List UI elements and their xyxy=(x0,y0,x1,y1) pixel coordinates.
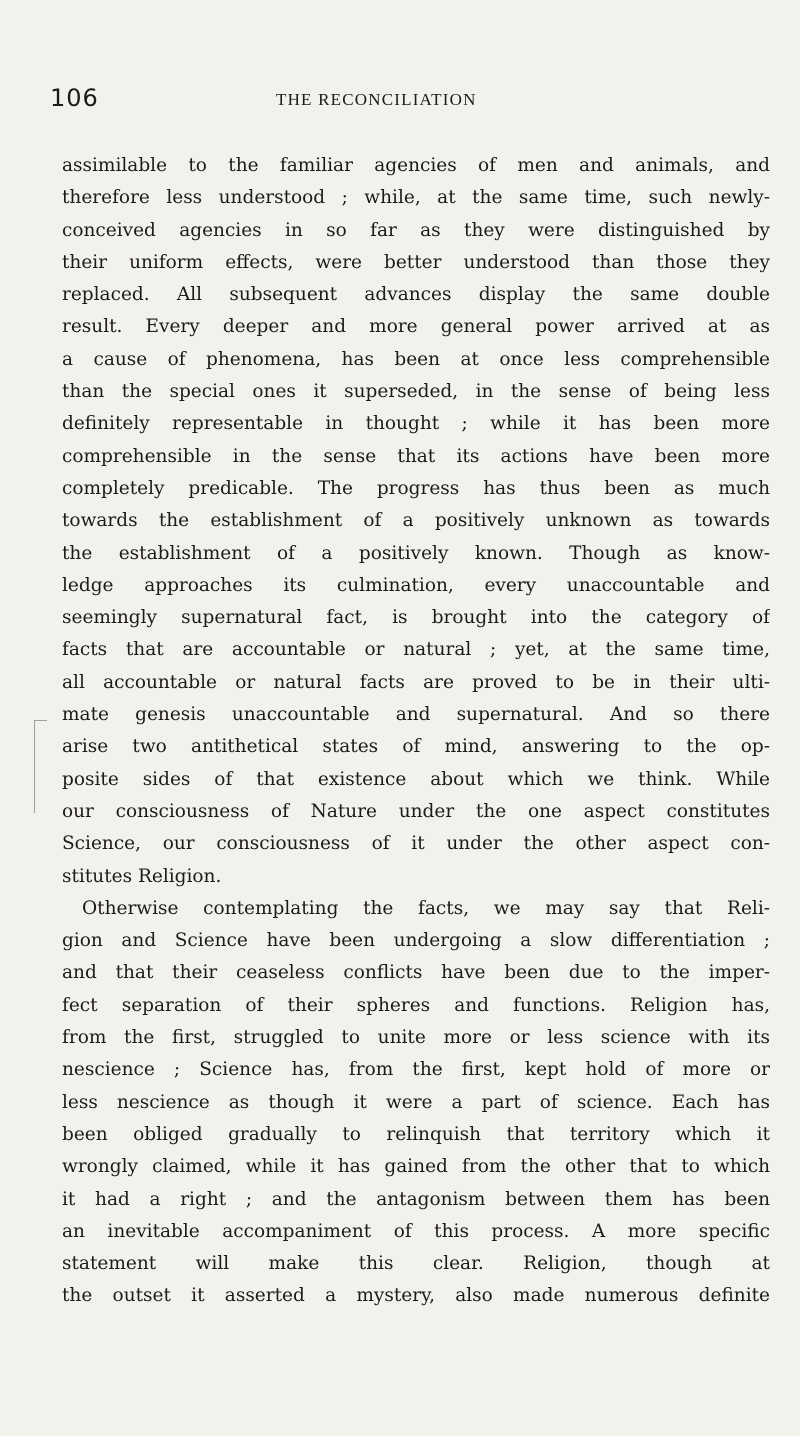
text-line: been obliged gradually to relinquish that territory which it xyxy=(62,1123,770,1145)
text-line: towards the establishment of a positively unknown as towards xyxy=(62,510,770,532)
paragraph-start-line: Otherwise contemplating the facts, we may say that Reli- xyxy=(82,897,770,919)
text-line: fect separation of their spheres and functions. Religion has, xyxy=(62,994,770,1016)
text-line: it had a right ; and the antagonism between them has been xyxy=(62,1188,770,1210)
text-line: facts that are accountable or natural ; yet, at the same time, xyxy=(62,639,770,661)
page-header xyxy=(50,84,770,124)
text-line: mate genesis unaccountable and supernatural. And so there xyxy=(62,704,770,726)
text-line: statement will make this clear. Religion, though at xyxy=(62,1253,770,1275)
text-line: from the first, struggled to unite more or less science with its xyxy=(62,1027,770,1049)
margin-pencil-mark xyxy=(34,720,47,813)
text-line: all accountable or natural facts are proved to be in their ulti- xyxy=(62,671,770,693)
text-line: definitely representable in thought ; while it has been more xyxy=(62,413,770,435)
text-line: the outset it asserted a mystery, also made numerous definite xyxy=(62,1285,770,1307)
text-line: conceived agencies in so far as they were distinguished by xyxy=(62,219,770,241)
text-line: less nescience as though it were a part of science. Each has xyxy=(62,1091,770,1113)
text-line: gion and Science have been undergoing a slow differentiation ; xyxy=(62,930,770,952)
text-line: an inevitable accompaniment of this process. A more specific xyxy=(62,1220,770,1242)
text-line: the establishment of a positively known. Though as know- xyxy=(62,542,770,564)
text-line: a cause of phenomena, has been at once less comprehensible xyxy=(62,348,770,370)
text-line: wrongly claimed, while it has gained from the other that to which xyxy=(62,1156,770,1178)
text-line: comprehensible in the sense that its actions have been more xyxy=(62,445,770,467)
running-head: THE RECONCILIATION xyxy=(276,90,477,109)
text-line: completely predicable. The progress has thus been as much xyxy=(62,477,770,499)
text-line: our consciousness of Nature under the one aspect constitutes xyxy=(62,800,770,822)
text-line: arise two antithetical states of mind, answering to the op- xyxy=(62,736,770,758)
text-line: assimilable to the familiar agencies of men and animals, and xyxy=(62,155,770,176)
text-line: nescience ; Science has, from the first, kept hold of more or xyxy=(62,1059,770,1081)
text-line: seemingly supernatural fact, is brought into the category of xyxy=(62,607,770,629)
text-line: Science, our consciousness of it under the other aspect con- xyxy=(62,833,770,855)
paragraph-end-line: stitutes Religion. xyxy=(62,865,222,887)
text-line: therefore less understood ; while, at the same time, such newly- xyxy=(62,187,770,209)
page-number: 106 xyxy=(50,84,99,112)
text-line: than the special ones it superseded, in the sense of being less xyxy=(62,381,770,403)
text-line: their uniform effects, were better understood than those they xyxy=(62,251,770,273)
body-text xyxy=(62,150,770,1313)
text-line: result. Every deeper and more general power arrived at as xyxy=(62,316,770,338)
text-line: and that their ceaseless conflicts have been due to the imper- xyxy=(62,962,770,984)
text-line: replaced. All subsequent advances display the same double xyxy=(62,284,770,306)
text-line: ledge approaches its culmination, every unaccountable and xyxy=(62,574,770,596)
text-line: posite sides of that existence about which we think. While xyxy=(62,768,770,790)
